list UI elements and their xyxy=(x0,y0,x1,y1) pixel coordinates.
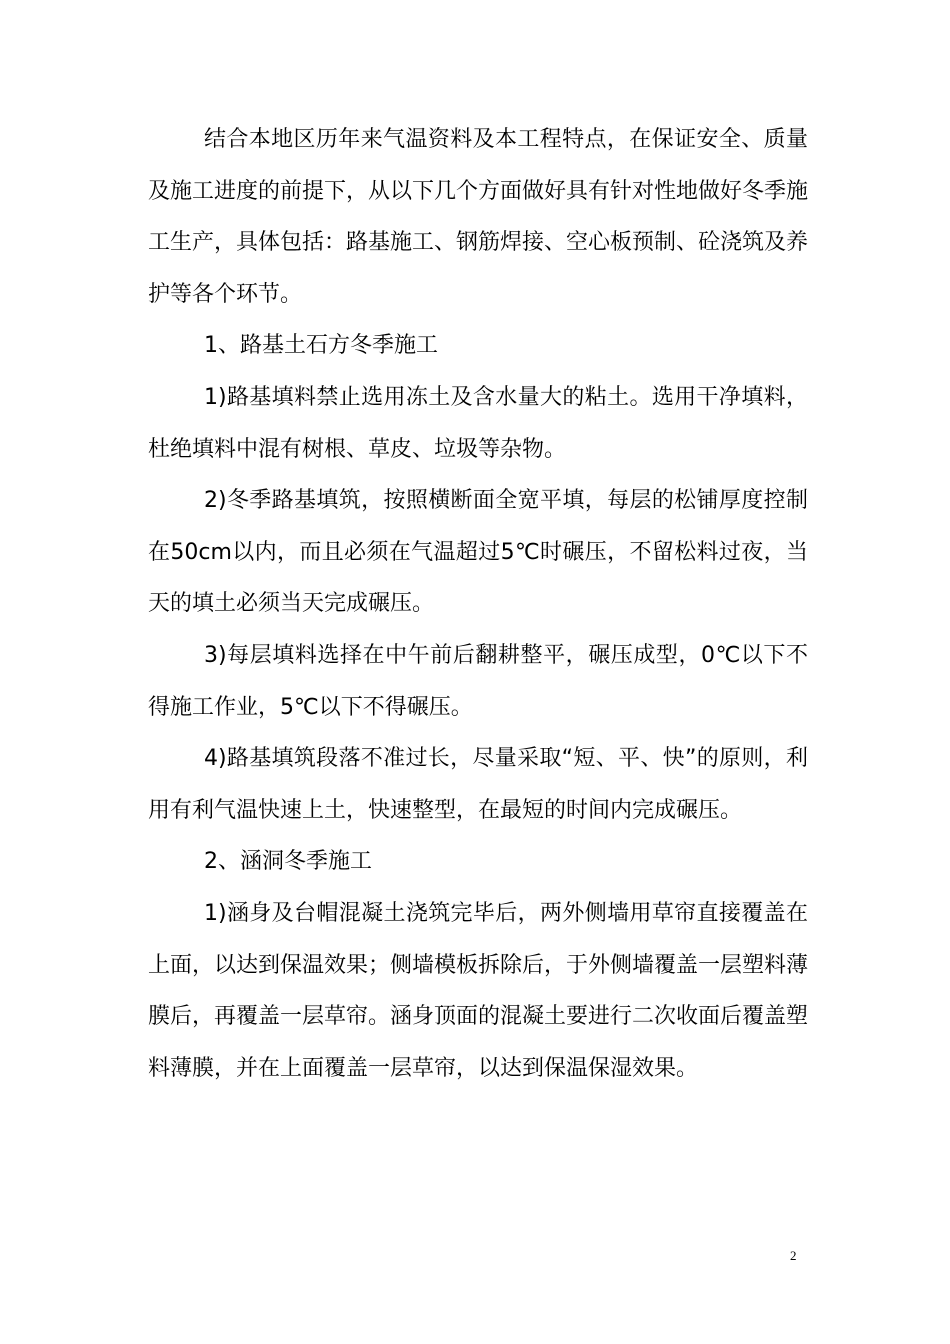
culvert-item-1: 1)涵身及台帽混凝土浇筑完毕后，两外侧墙用草帘直接覆盖在上面，以达到保温效果；侧墙模板拆除后，于外侧墙覆盖一层塑料薄膜后，再覆盖一层草帘。涵身顶面的混凝土要进行二次收面后覆盖塑料薄膜，并在上面覆盖一层草帘，以达到保温保湿效果。 xyxy=(148,900,809,1081)
subgrade-item-4: 4)路基填筑段落不准过长，尽量采取“短、平、快”的原则，利用有利气温快速上土，快速整型，在最短的时间内完成碾压。 xyxy=(148,746,808,823)
subgrade-item-1: 1)路基填料禁止选用冻土及含水量大的粘土。选用干净填料，杜绝填料中混有树根、草皮、垃圾等杂物。 xyxy=(148,384,808,462)
section-heading-subgrade: 1、路基土石方冬季施工 xyxy=(204,333,438,359)
body-text xyxy=(148,114,808,1094)
subgrade-item-3: 3)每层填料选择在中午前后翻耕整平，碾压成型，0℃以下不得施工作业，5℃以下不得碾压。 xyxy=(148,642,808,720)
subgrade-item-2: 2)冬季路基填筑，按照横断面全宽平填，每层的松铺厚度控制在50cm以内，而且必须在气温超过5℃时碾压，不留松料过夜，当天的填土必须当天完成碾压。 xyxy=(148,488,808,617)
section-heading-culvert: 2、涵洞冬季施工 xyxy=(204,849,372,875)
page-number: 2 xyxy=(790,1248,797,1263)
intro-paragraph: 结合本地区历年来气温资料及本工程特点，在保证安全、质量及施工进度的前提下，从以下几个方面做好具有针对性地做好冬季施工生产，具体包括：路基施工、钢筋焊接、空心板预制、砼浇筑及养护等各个环节。 xyxy=(148,127,809,307)
